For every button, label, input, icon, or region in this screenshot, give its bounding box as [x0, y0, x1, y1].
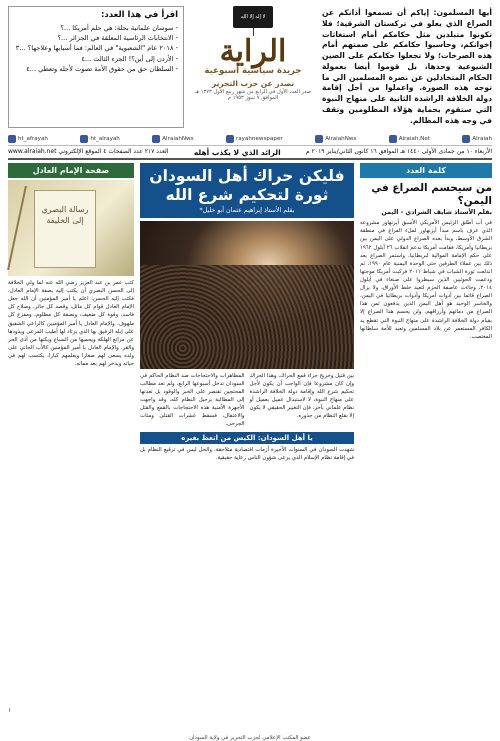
lead-text-columns [140, 372, 354, 429]
lead-article [140, 163, 354, 733]
facebook-icon [226, 135, 234, 143]
contents-item[interactable]: - الانتخابات الرئاسية المعلقة في الجزائر ...؟ [57, 34, 178, 43]
secondary-body: شهدت السودان في السنوات الأخيرة أزمات اقتصادية متلاحقة، والحل ليس في ترقيع النظام بل في إقامة نظام الإسلام الذي يرعى شؤون الناس رعاية حقيقية. [140, 446, 354, 461]
lead-headline[interactable]: فليكن حراك أهل السودان ثورة لتحكيم شرع الله [149, 167, 345, 204]
masthead-intro: أيها المسلمون: إياكم أن تسمعوا أذانكم عن الصراع الذي يعلو في تركستان الشرقية؛ فلا تكونوا متبلدين مثل حكامكم أمام استغاثات إخوانكم، وحاسبوا حكامكم على صمتهم أمام هذه الصرخات؛ ولا تجعلوا حكامكم على الصين الشيوعية وحدها، بل قوموا أيضا بعمولة الحكام المتخاذلين عن نصرة المسلمين الي ما توجه هذه الصورة. واعملوا من أجل إقامة دولة الخلافة الراشدة الثانية على منهاج النبوة التي ستقوم بحماية هؤلاء المظلومين وتقف في وجه هذه المظالم. [322, 8, 492, 125]
book-title: رسالة البصري إلى الخليفة [41, 205, 89, 225]
footer-note: عضو المكتب الإعلامي لحزب التحرير في ولاية السودان [189, 735, 311, 741]
lead-headline-box [140, 163, 354, 218]
logo-subtitle: جريدة سياسية أسبوعية [204, 66, 302, 76]
page-number: ١ [8, 707, 12, 714]
social-link[interactable]: AlraiahNws [152, 135, 193, 143]
youtube-icon [462, 135, 470, 143]
lead-text-col: المظاهرات والاحتجاجات ضد النظام الحاكم في السودان تدخل أسبوعها الرابع، ولم تعد مطالب المحتجين تقتصر على الخبز والوقود بل تعدتها إلى المطالبة برحيل النظام كله، وقد واجهت الأجهزة الأمنية هذه الاحتجاجات بالقمع والقتل والاعتقال، فسقط عشرات القتلى ومئات الجرحى. [140, 372, 245, 428]
just-imam-label: صفحة الإمام العادل [8, 163, 134, 178]
flag-icon [233, 6, 273, 28]
social-link[interactable]: Alraiah.Net [389, 135, 430, 143]
contents-item[interactable]: - الأردن إلى أين؟! الجزء الثالث ...٤ [81, 54, 178, 63]
contents-list [14, 23, 178, 74]
lead-text-col: بين قتيل وجريح جراء قمع الحراك، وهذا الحراك وإن كان مشروعا فإن الواجب أن يكون لأجل تحكيم شرع الله وإقامة دولة الخلافة الراشدة على منهاج النبوة، لا لاستبدال عميل بعميل أو نظام علماني بآخر، فإن التغيير الحقيقي لا يكون إلا بقلع النظام من جذوره. [249, 372, 354, 420]
social-link[interactable]: rayahnewspaper [226, 135, 283, 143]
just-imam-body: كتب عمر بن عبد العزيز رضي الله عنه لما ولي الخلافة إلى الحسن البصري أن يكتب إليه بصفة الإمام العادل، فكتب إليه الحسن: اعلم يا أمير المؤمنين أن الله جعل الإمام العادل قوام كل مائل، وقصد كل جائر، وصلاح كل فاسد، وقوة كل ضعيف، ونصفة كل مظلوم، ومفزع كل ملهوف. والإمام العادل يا أمير المؤمنين كالراعي الشفيق على إبله الرفيق بها الذي يرتاد لها أطيب المرعى ويذودها عن مراتع الهلكة ويحميها من السباع ويكنها من أذى الحر والقر. والإمام العادل يا أمير المؤمنين كالأب الحاني على ولده يسعى لهم صغارا ويعلمهم كبارا، يكتسب لهم في حياته ويدخر لهم بعد مماته. [8, 280, 134, 368]
editorial-body: في آب أطلق الرئيس الأمريكي الأسبق أيزنهاور مشروعه الذي عرف باسم مبدأ أيزنهاور لملء الفراغ في منطقة الشرق الأوسط، وبدأ بعده الصراع الدولي على اليمن بين بريطانيا وأمريكا، فقامت أمريكا بدعم انقلاب ٢٦ أيلول ١٩٦٢ على حكم الإمامة الموالية لبريطانيا، واستمر الصراع بعد ذلك بين عملاء الطرفين حتى الوحدة اليمنية عام ١٩٩٠، ثم اندلعت ثورة الشباب في شباط ٢٠١١ فركبت أمريكا موجتها ودعمت الحوثيين الذين سيطروا على صنعاء في أيلول ٢٠١٤، وجاءت عاصفة الحزم لتعيد خلط الأوراق، ولا يزال الصراع قائما بين أدوات أمريكا وأدوات بريطانيا في اليمن، والخاسر الوحيد هو أهل اليمن الذين يدفعون ثمن هذا الصراع من دمائهم وأرزاقهم، ولن يحسم هذا الصراع إلا بقيام دولة الخلافة الراشدة على منهاج النبوة التي تقطع يد الكافر المستعمر عن بلاد المسلمين وتعيد للأمة سلطانها المغتصب. [360, 220, 492, 340]
masthead [8, 6, 492, 128]
just-imam-column [8, 163, 134, 733]
social-link[interactable]: Alraiah [462, 135, 492, 143]
editorial-author: بقلم الأستاذ شايف الشرادي - اليمن [381, 209, 492, 217]
telegram-icon [389, 135, 397, 143]
flag-text: لا إله إلا الله [240, 14, 266, 20]
twitter-icon [152, 135, 160, 143]
contents-item[interactable]: - ٢٠١٨ عام "الشعبوية" في العالم: فما أسبابها وعلاجها؟ ...٣ [15, 44, 178, 53]
issue-number: العدد ٢١٧ عدد الصفحات ٤ الموقع الإلكتروني www.alraiah.net [8, 148, 169, 155]
editorial-label: كلمة العدد [360, 163, 492, 178]
issue-date: الأربعاء ١٠ من جمادى الأولى ١٤٤٠ هـ الموافق ١٦ كانون الثاني/يناير ٢٠١٩ م [306, 148, 492, 155]
issue-info-bar [8, 146, 492, 160]
social-link[interactable]: ht_alrayah [80, 135, 120, 143]
page-body [8, 163, 492, 733]
book-cover [34, 190, 96, 268]
issue-meta: صدر العدد الأول في الرابع من شهر ربيع الأول ١٣٧٣ هـ الموافق ٧ تموز ١٩٥٣ م [194, 89, 312, 101]
twitter-icon [8, 135, 16, 143]
social-link[interactable]: ht_afrayah [8, 135, 48, 143]
contents-box [8, 6, 184, 128]
facebook-icon [80, 135, 88, 143]
contents-item[interactable]: - السلطان حق من حقوق الأمة تصوت لأجله وتعطي ...٤ [26, 64, 178, 73]
secondary-headline[interactable]: يا أهل السودان: الكيس من اتعظ بغيره [140, 432, 354, 444]
contents-item[interactable]: - سوسان علمانية بحلة: هي حلم أمريكا ...؟ [60, 24, 178, 32]
crowd-image [140, 265, 354, 369]
logo-block [190, 6, 316, 128]
social-bar [8, 132, 492, 146]
editorial-title[interactable]: من سيحسم الصراع في اليمن؟ [371, 182, 492, 207]
editorial-column [360, 163, 492, 733]
contents-title: اقرأ في هذا العدد: [100, 10, 178, 20]
lead-author: بقلم الأستاذ إبراهيم عثمان أبو خليل* [199, 206, 295, 214]
social-link[interactable]: AlraiahNws [315, 135, 356, 143]
protest-photo [140, 221, 354, 369]
instagram-icon [315, 135, 323, 143]
newspaper-logo[interactable]: الراية [219, 34, 287, 69]
slogan: الرائد الذي لا يكذب أهله [193, 148, 281, 157]
publisher-line: تصدر عن حزب التحرير [211, 79, 295, 88]
book-image [8, 180, 134, 276]
